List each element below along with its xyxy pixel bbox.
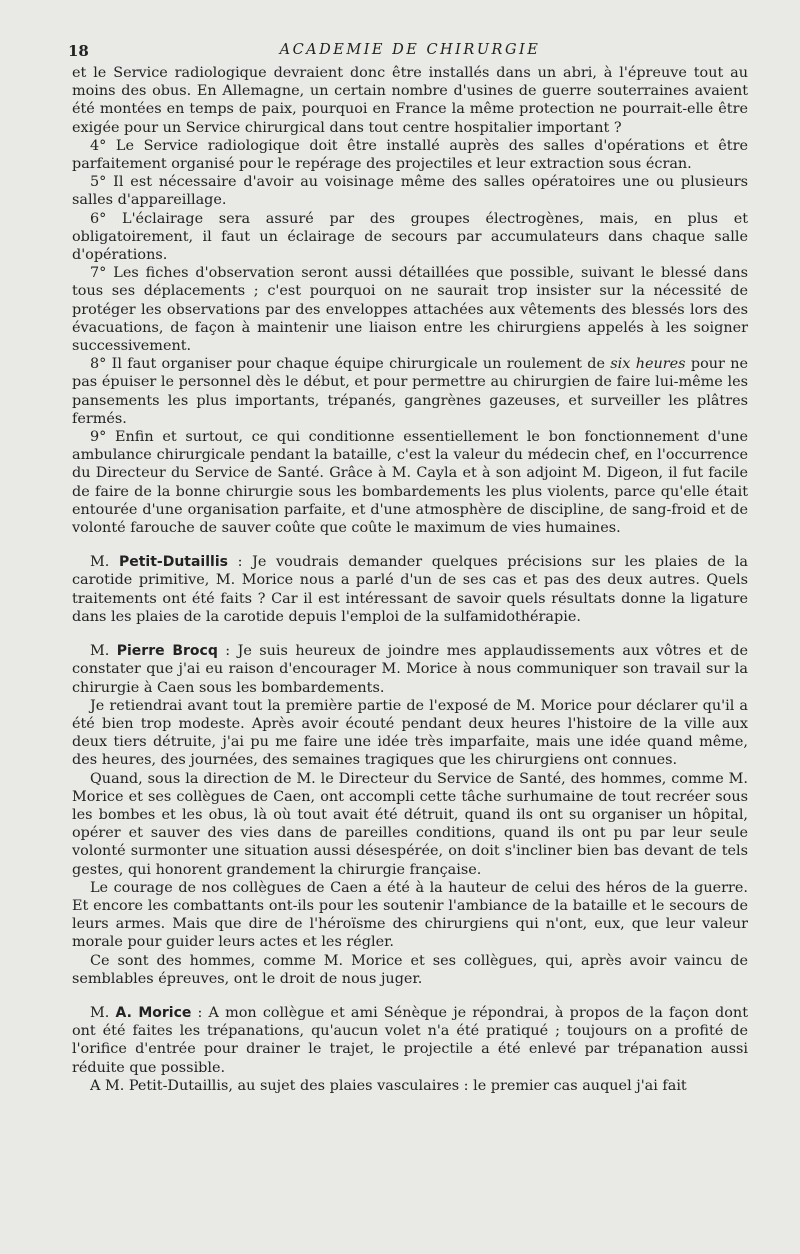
- paragraph: Le courage de nos collègues de Caen a été à la hauteur de celui des héros de la guerre. Et encore les combattants ont-ils pour les soutenir l'ambiance de la bataille et le secours de leurs armes. Mais que dire de l'héroïsme des chirurgiens qui n'ont, eux, que leur valeur morale pour guider leurs actes et les régler.: [72, 879, 748, 951]
- page-number: 18: [68, 42, 89, 60]
- paragraph: Ce sont des hommes, comme M. Morice et ses collègues, qui, après avoir vaincu de semblables épreuves, ont le droit de nous juger.: [72, 952, 748, 987]
- speaker-name: Petit-Dutaillis: [118, 554, 228, 571]
- body-text: [72, 64, 748, 1095]
- speaker-prefix: M.: [90, 1004, 116, 1021]
- page-header: [68, 36, 748, 64]
- speaker-prefix: M.: [90, 643, 117, 660]
- speaker-name: Pierre Brocq: [116, 643, 218, 660]
- paragraph: [72, 355, 748, 428]
- speech-text: : Je voudrais demander quelques précisions sur les plaies de la carotide primitive, M. Morice nous a parlé d'un de ses cas et pas des deux autres. Quels traitements ont été faits ? Car il est intéressant de savoir quels résultats donne la ligature dans les plaies de la carotide depuis l'emploi de la sulfamidothérapie.: [72, 554, 748, 625]
- paragraph: 5° Il est nécessaire d'avoir au voisinage même des salles opératoires une ou plusieurs salles d'appareillage.: [72, 174, 748, 209]
- speech-a-morice: [72, 1004, 748, 1077]
- paragraph: 4° Le Service radiologique doit être installé auprès des salles d'opérations et être parfaitement organisé pour le repérage des projectiles et leur extraction sous écran.: [72, 137, 748, 173]
- emphasis-text: six heures: [610, 356, 686, 373]
- speaker-prefix: M.: [90, 554, 119, 571]
- speech-text: : A mon collègue et ami Sénèque je répondrai, à propos de la façon dont ont été faites les trépanations, qu'aucun volet n'a été pratiqué ; toujours on a profité de l'orifice d'entrée pour drainer le trajet, le projectile a été enlevé par trépanation aussi réduite que possible.: [72, 1004, 748, 1076]
- paragraph-text: 8° Il faut organiser pour chaque équipe chirurgicale un roulement de: [90, 356, 611, 373]
- paragraph: Je retiendrai avant tout la première partie de l'exposé de M. Morice pour déclarer qu'il a été bien trop modeste. Après avoir écouté pendant deux heures l'histoire de la ville aux deux tiers détruite, j'ai pu me faire une idée très imparfaite, mais une idée quand même, des heures, des journées, des semaines tragiques que les chirurgiens ont connues.: [72, 697, 748, 769]
- paragraph: 7° Les fiches d'observation seront aussi détaillées que possible, suivant le blessé dans tous ses déplacements ; c'est pourquoi on ne saurait trop insister sur la nécessité de protéger les observations par des enveloppes attachées aux vêtements des blessés lors des évacuations, de façon à maintenir une liaison entre les chirurgiens appelés à les soigner successivement.: [72, 265, 748, 355]
- paragraph: et le Service radiologique devraient donc être installés dans un abri, à l'épreuve tout au moins des obus. En Allemagne, un certain nombre d'usines de guerre souterraines avaient été montées en temps de paix, pourquoi en France la même protection ne pourrait-elle être exigée pour un Service chirurgical dans tout centre hospitalier important ?: [72, 65, 748, 136]
- speech-pierre-brocq: [72, 642, 748, 697]
- paragraph: 6° L'éclairage sera assuré par des groupes électrogènes, mais, en plus et obligatoirement, il faut un éclairage de secours par accumulateurs dans chaque salle d'opérations.: [72, 210, 748, 264]
- paragraph: 9° Enfin et surtout, ce qui conditionne essentiellement le bon fonctionnement d'une ambulance chirurgicale pendant la bataille, c'est la valeur du médecin chef, en l'occurrence du Directeur du Service de Santé. Grâce à M. Cayla et à son adjoint M. Digeon, il fut facile de faire de la bonne chirurgie sous les bombardements les plus violents, parce qu'elle était entourée d'une organisation parfaite, et d'une atmosphère de discipline, de sang-froid et de volonté farouche de sauver coûte que coûte le maximum de vies humaines.: [72, 429, 748, 537]
- speaker-name: A. Morice: [115, 1004, 192, 1021]
- paragraph-text: pour ne pas épuiser le personnel dès le début, et pour permettre au chirurgien de faire lui-même les pansements les plus importants, trépanés, gangrènes gazeuses, et surveiller les plâtres fermés.: [72, 356, 748, 427]
- paragraph: A M. Petit-Dutaillis, au sujet des plaies vasculaires : le premier cas auquel j'ai fait: [90, 1077, 687, 1094]
- paragraph: Quand, sous la direction de M. le Directeur du Service de Santé, des hommes, comme M. Morice et ses collègues de Caen, ont accompli cette tâche surhumaine de tout recréer sous les bombes et les obus, là où tout avait été détruit, quand ils ont su organiser un hôpital, opérer et sauver des vies dans de pareilles conditions, quand ils ont pu par leur seule volonté surmonter une situation aussi désespérée, on doit s'incliner bien bas devant de tels gestes, qui honorent grandement la chirurgie française.: [72, 770, 748, 878]
- speech-text: : Je suis heureux de joindre mes applaudissements aux vôtres et de constater que j'ai eu raison d'encourager M. Morice à nous communiquer son travail sur la chirurgie à Caen sous les bombardements.: [72, 643, 748, 696]
- running-title: ACADEMIE DE CHIRURGIE: [279, 42, 541, 58]
- speech-petit-dutaillis: [72, 553, 748, 626]
